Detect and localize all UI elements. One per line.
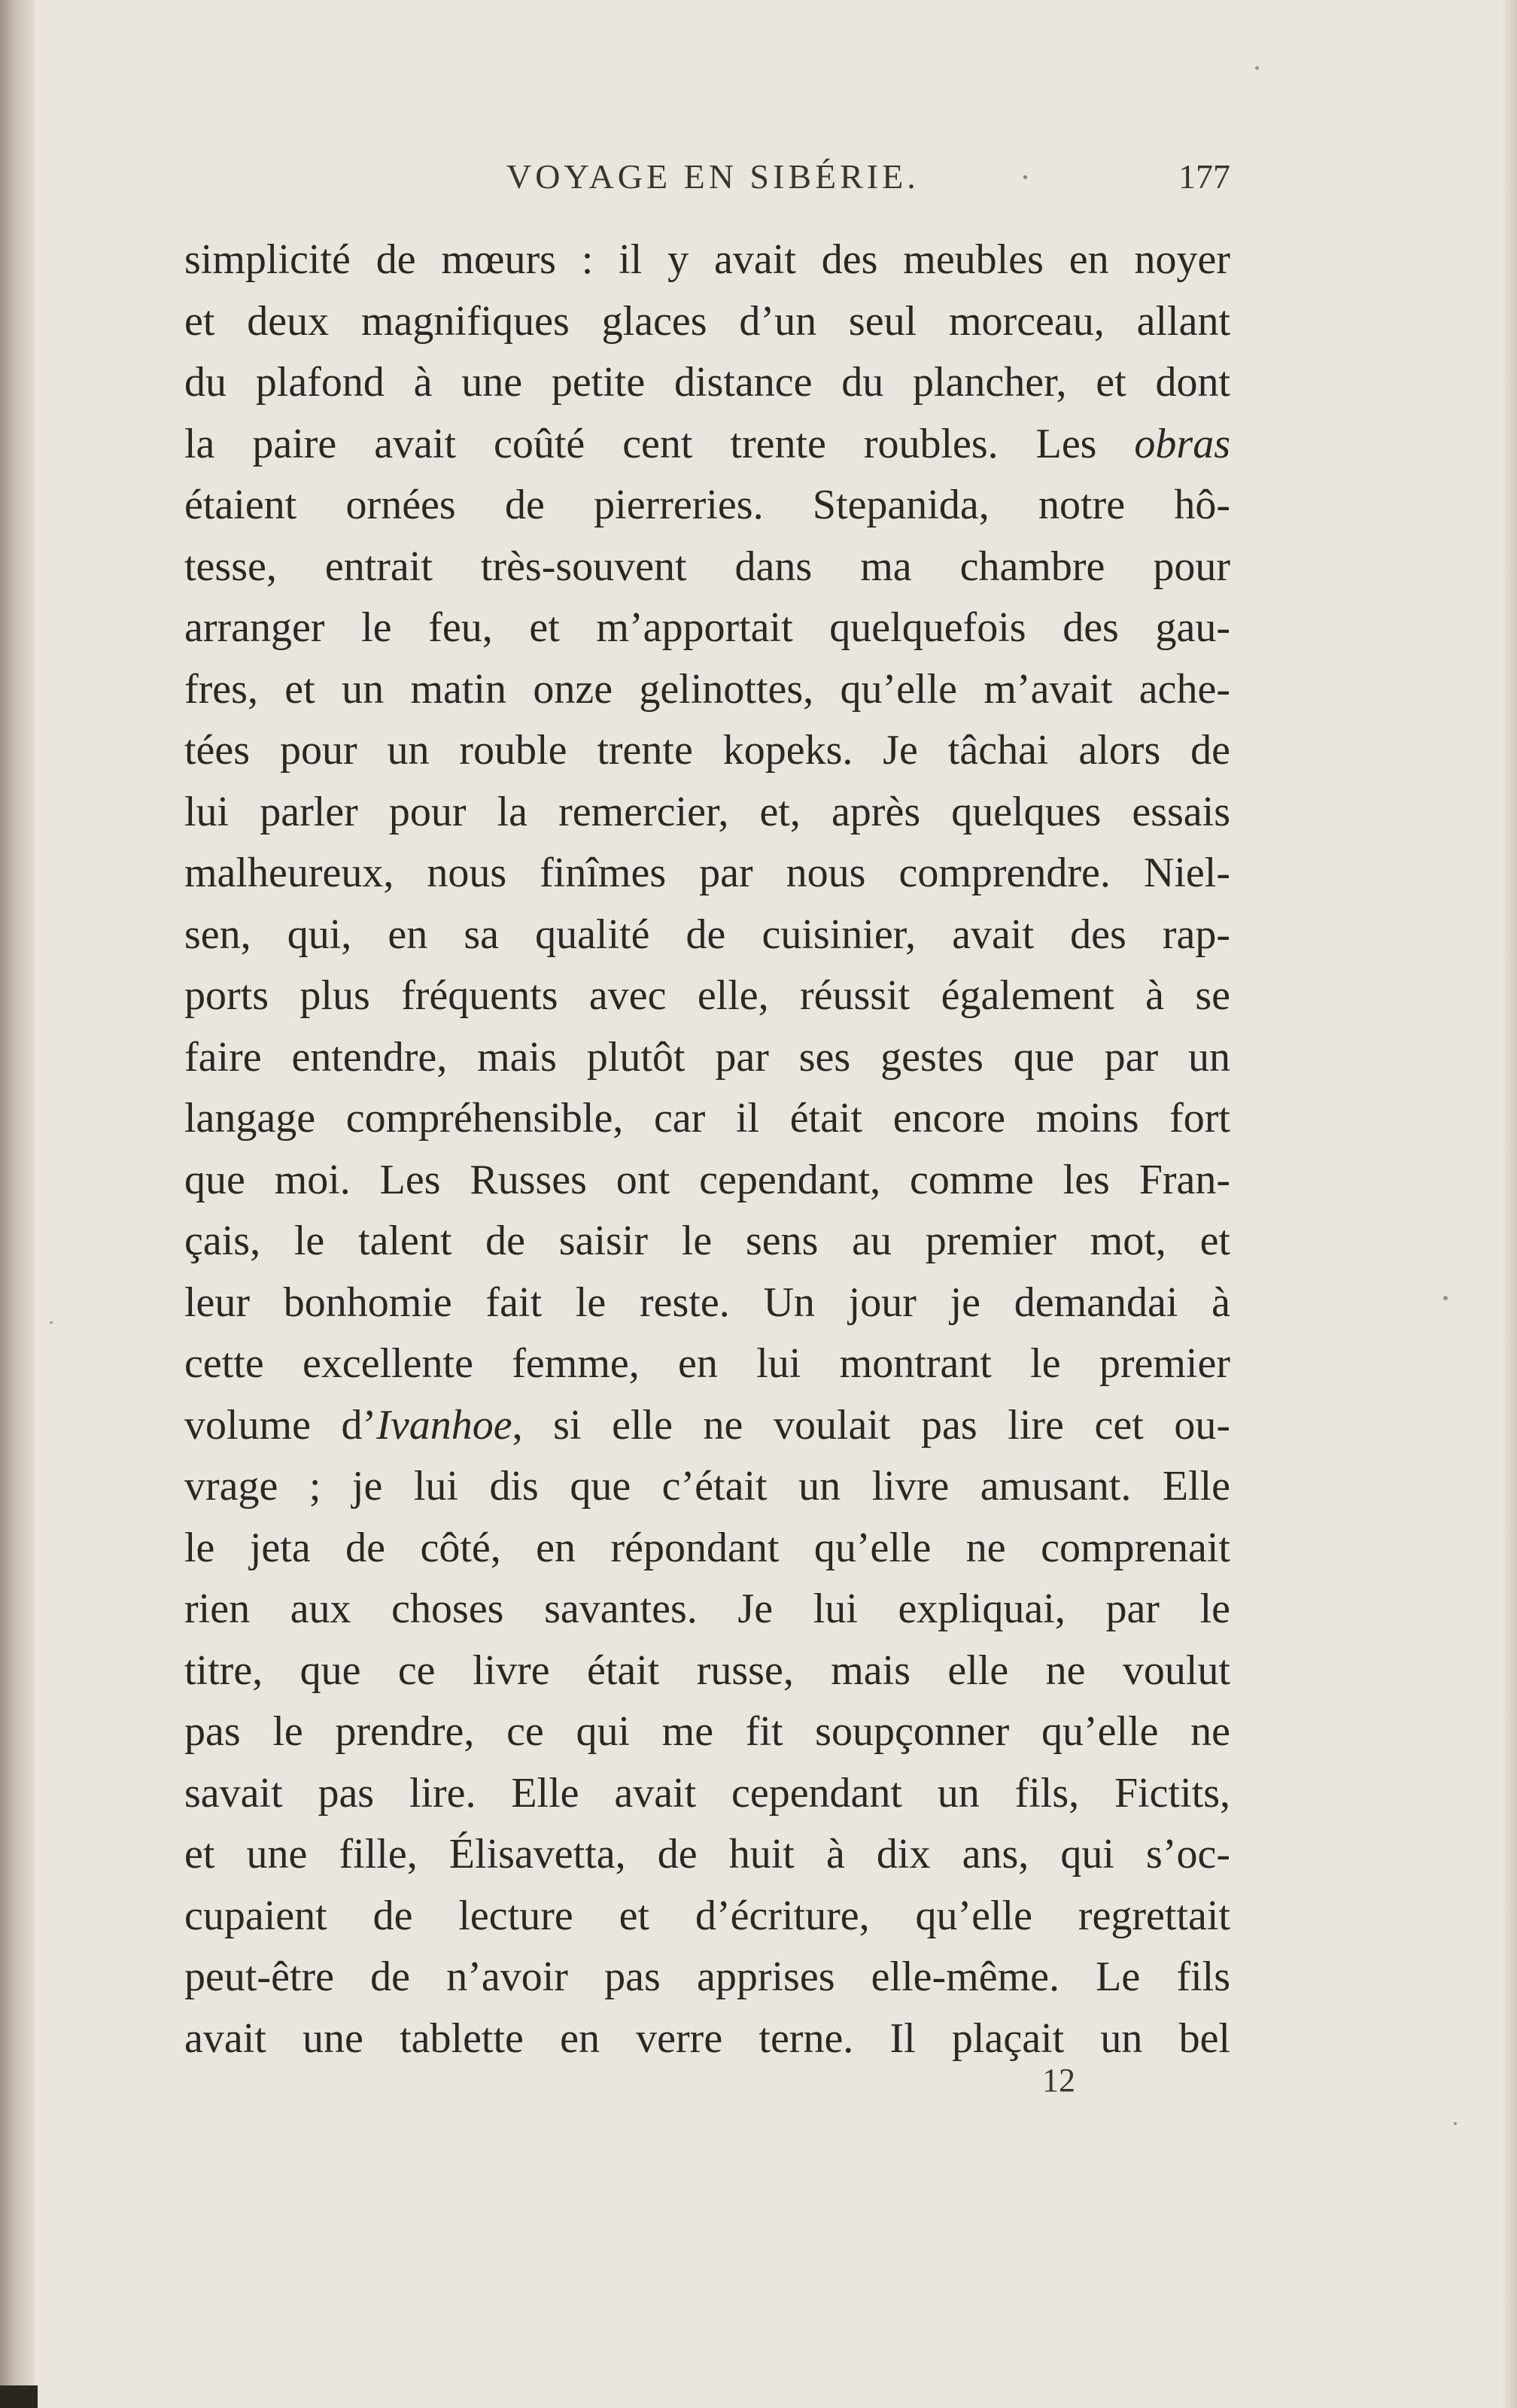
text-line: leur bonhomie fait le reste. Un jour je demandai à bbox=[184, 1278, 1230, 1326]
text-line: pas le prendre, ce qui me fit soupçonner qu’elle ne bbox=[184, 1708, 1230, 1755]
paper-speck bbox=[1255, 66, 1259, 70]
running-header bbox=[184, 154, 1230, 207]
binding-shadow bbox=[0, 2385, 38, 2408]
text-line: tesse, entrait très-souvent dans ma chambre pour bbox=[184, 543, 1230, 590]
text-line: sen, qui, en sa qualité de cuisinier, avait des rap- bbox=[184, 911, 1230, 958]
text-line: avait une tablette en verre terne. Il plaçait un bel bbox=[184, 2014, 1230, 2062]
text-line: peut-être de n’avoir pas apprises elle-même. Le fils bbox=[184, 1953, 1230, 2000]
text-line: cupaient de lecture et d’écriture, qu’elle regrettait bbox=[184, 1892, 1230, 1939]
signature-mark: 12 bbox=[1042, 2062, 1075, 2099]
text-line: çais, le talent de saisir le sens au premier mot, et bbox=[184, 1218, 1230, 1264]
paper-speck bbox=[50, 1321, 53, 1324]
text-line: et une fille, Élisavetta, de huit à dix ans, qui s’oc- bbox=[184, 1831, 1230, 1877]
text-line: ports plus fréquents avec elle, réussit également à se bbox=[184, 972, 1230, 1019]
text-line: titre, que ce livre était russe, mais elle ne voulut bbox=[184, 1646, 1230, 1694]
text-line: arranger le feu, et m’apportait quelquefois des gau- bbox=[184, 604, 1230, 651]
text-line: tées pour un rouble trente kopeks. Je tâchai alors de bbox=[184, 727, 1230, 774]
paper-speck bbox=[1454, 2122, 1457, 2125]
text-line: que moi. Les Russes ont cependant, comme les Fran- bbox=[184, 1156, 1230, 1203]
text-line: le jeta de côté, en répondant qu’elle ne comprenait bbox=[184, 1524, 1230, 1571]
text-line: savait pas lire. Elle avait cependant un fils, Fictits, bbox=[184, 1769, 1230, 1817]
text-line: la paire avait coûté cent trente roubles. Les obras bbox=[184, 420, 1230, 467]
text-line: volume d’Ivanhoe, si elle ne voulait pas lire cet ou- bbox=[184, 1401, 1230, 1449]
text-line: et deux magnifiques glaces d’un seul morceau, allant bbox=[184, 297, 1230, 345]
text-line: faire entendre, mais plutôt par ses gestes que par un bbox=[184, 1033, 1230, 1081]
text-line: fres, et un matin onze gelinottes, qu’elle m’avait ache- bbox=[184, 665, 1230, 713]
header-speck bbox=[1023, 175, 1027, 179]
body-text bbox=[184, 230, 1230, 2069]
italic-word: Ivanhoe bbox=[376, 1401, 512, 1449]
italic-word: obras bbox=[1134, 420, 1230, 467]
running-title: VOYAGE EN SIBÉRIE. bbox=[506, 157, 920, 196]
text-line: lui parler pour la remercier, et, après quelques essais bbox=[184, 788, 1230, 835]
text-line: simplicité de mœurs : il y avait des meubles en noyer bbox=[184, 236, 1230, 283]
binding-gutter bbox=[0, 0, 35, 2408]
text-line: rien aux choses savantes. Je lui expliquai, par le bbox=[184, 1586, 1230, 1632]
text-line: étaient ornées de pierreries. Stepanida, notre hô- bbox=[184, 482, 1230, 528]
paper-speck bbox=[1443, 1296, 1448, 1300]
text-line: malheureux, nous finîmes par nous comprendre. Niel- bbox=[184, 850, 1230, 896]
text-line: cette excellente femme, en lui montrant le premier bbox=[184, 1340, 1230, 1387]
page-number: 177 bbox=[1178, 157, 1230, 196]
text-line: vrage ; je lui dis que c’était un livre amusant. Elle bbox=[184, 1463, 1230, 1510]
text-line: langage compréhensible, car il était encore moins fort bbox=[184, 1095, 1230, 1142]
text-line: du plafond à une petite distance du plancher, et dont bbox=[184, 359, 1230, 406]
page-edge bbox=[1502, 0, 1517, 2408]
